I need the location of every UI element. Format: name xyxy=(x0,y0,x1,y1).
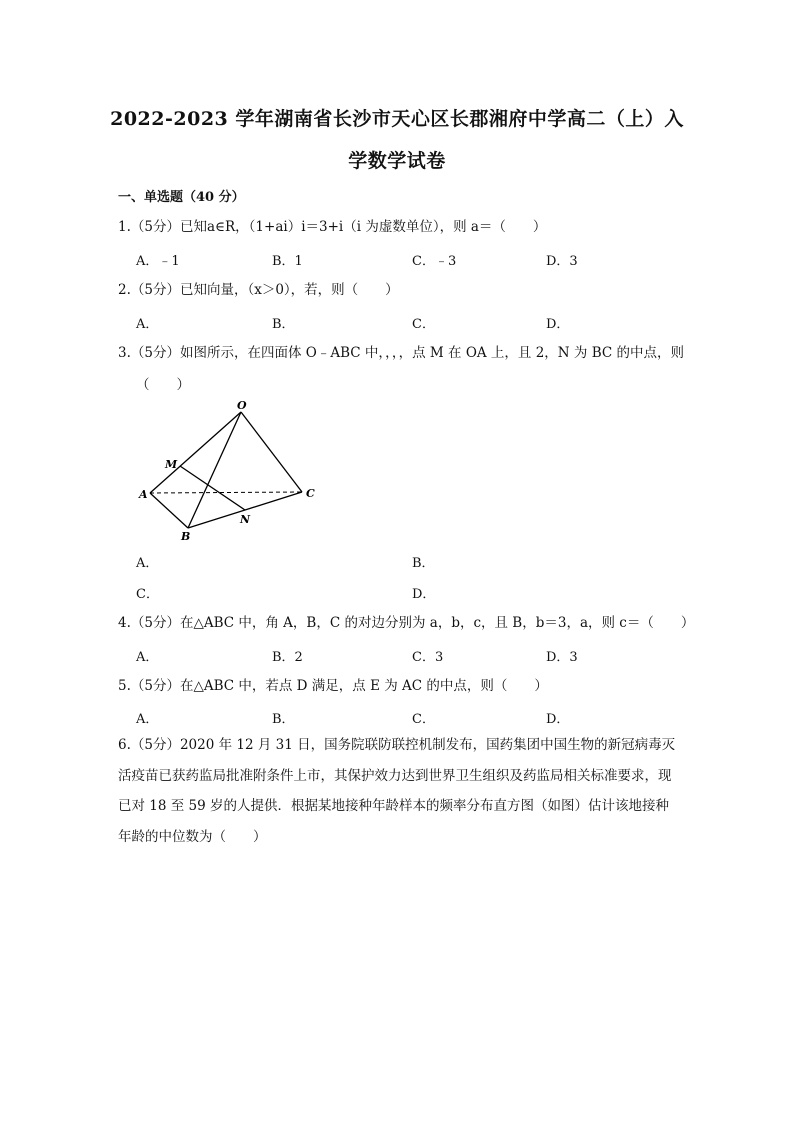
exam-title-line2: 学数学试卷 xyxy=(348,150,446,172)
q2-option-b: B． xyxy=(272,317,295,332)
q4-option-a: A． xyxy=(136,650,159,665)
q3-option-d: D． xyxy=(412,587,436,602)
q3-option-b: B． xyxy=(412,556,435,571)
q1-option-c: C．﹣3 xyxy=(412,254,457,269)
label-b: B xyxy=(181,530,191,543)
question-6: 6.（5分）2020 年 12 月 31 日，国务院联防联控机制发布，国药集团中国生物的新冠病毒灭活疫苗已获药监局批准附条件上市，其保护效力达到世界卫生组织及药监局相关标准要求，现已对 18 至 59 岁的人提供．根据某地接种年龄样本的频率分布直方图（如图）估计该地接种年龄的中位数为（ ） xyxy=(118,737,676,845)
q1-option-d: D．3 xyxy=(546,254,578,269)
q3-option-c: C． xyxy=(136,587,159,602)
question-1: 1.（5分）已知a∈R，（1+ai）i＝3+i（i 为虚数单位），则 a＝（ ） xyxy=(118,219,547,235)
q2-option-c: C． xyxy=(412,317,435,332)
q3-option-a: A． xyxy=(136,556,159,571)
question-2: 2.（5分）已知向量，（x＞0），若，则（ ） xyxy=(118,282,399,298)
question-5: 5.（5分）在△ABC 中，若点 D 满足，点 E 为 AC 的中点，则（ ） xyxy=(118,678,548,694)
q5-option-d: D． xyxy=(546,712,570,727)
q4-option-b: B．2 xyxy=(272,650,303,665)
question-3: 3.（5分）如图所示，在四面体 O﹣ABC 中，，，，点 M 在 OA 上，且 2，N 为 BC 的中点，则 xyxy=(118,345,684,361)
q5-option-a: A． xyxy=(136,712,159,727)
section-heading: 一、单选题（40 分） xyxy=(118,190,245,205)
q2-option-d: D． xyxy=(546,317,570,332)
q4-option-c: C．3 xyxy=(412,650,444,665)
q4-option-d: D．3 xyxy=(546,650,578,665)
exam-title-line1: 2022-2023 学年湖南省长沙市天心区长郡湘府中学高二（上）入 xyxy=(110,108,684,130)
q5-option-c: C． xyxy=(412,712,435,727)
q2-option-a: A． xyxy=(136,317,159,332)
label-m: M xyxy=(165,458,178,471)
label-c: C xyxy=(306,487,315,500)
q1-option-a: A．﹣1 xyxy=(136,254,180,269)
label-o: O xyxy=(237,399,247,412)
tetrahedron-figure xyxy=(136,398,336,544)
q1-option-b: B．1 xyxy=(272,254,303,269)
question-4: 4.（5分）在△ABC 中，角 A，B，C 的对边分别为 a，b，c，且 B，b＝3，a，则 c＝（ ） xyxy=(118,615,695,631)
question-3-continued: （ ） xyxy=(136,377,190,393)
q5-option-b: B． xyxy=(272,712,295,727)
label-a: A xyxy=(139,488,148,501)
label-n: N xyxy=(240,513,251,526)
